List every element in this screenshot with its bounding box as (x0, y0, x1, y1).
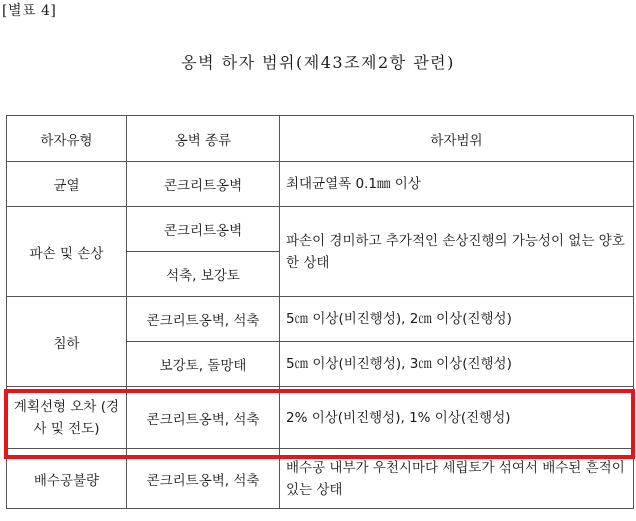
header-defect-range: 하자범위 (280, 116, 634, 162)
wall-kind-cell: 콘크리트옹벽 (127, 207, 280, 252)
wall-kind-cell: 석축, 보강토 (127, 252, 280, 297)
table-row (7, 449, 634, 509)
header-defect-type: 하자유형 (7, 116, 127, 162)
defect-range-table (6, 115, 634, 509)
header-wall-kind: 옹벽 종류 (127, 116, 280, 162)
defect-type-cell: 균열 (7, 162, 127, 207)
annex-label: [별표 4] (2, 3, 57, 19)
defect-range-cell: 최대균열폭 0.1㎜ 이상 (280, 162, 634, 207)
defect-range-cell: 5㎝ 이상(비진행성), 3㎝ 이상(진행성) (280, 342, 634, 387)
wall-kind-cell: 콘크리트옹벽, 석축 (127, 387, 280, 449)
defect-range-cell: 2% 이상(비진행성), 1% 이상(진행성) (280, 387, 634, 449)
wall-kind-cell: 콘크리트옹벽, 석축 (127, 449, 280, 509)
table-header-row (7, 116, 634, 162)
defect-range-cell: 5㎝ 이상(비진행성), 2㎝ 이상(진행성) (280, 297, 634, 342)
table-row (7, 162, 634, 207)
table-row (7, 207, 634, 252)
defect-type-cell: 파손 및 손상 (7, 207, 127, 297)
wall-kind-cell: 보강토, 돌망태 (127, 342, 280, 387)
defect-range-cell: 파손이 경미하고 추가적인 손상진행의 가능성이 없는 양호한 상태 (280, 207, 634, 297)
defect-type-cell: 침하 (7, 297, 127, 387)
defect-type-cell: 계획선형 오차 (경사 및 전도) (7, 387, 127, 449)
document-title: 옹벽 하자 범위(제43조제2항 관련) (181, 53, 455, 72)
table-row-highlighted (7, 387, 634, 449)
defect-type-cell: 배수공불량 (7, 449, 127, 509)
wall-kind-cell: 콘크리트옹벽 (127, 162, 280, 207)
defect-range-cell: 배수공 내부가 우천시마다 세립토가 섞여서 배수된 흔적이 있는 상태 (280, 449, 634, 509)
table-row (7, 297, 634, 342)
wall-kind-cell: 콘크리트옹벽, 석축 (127, 297, 280, 342)
